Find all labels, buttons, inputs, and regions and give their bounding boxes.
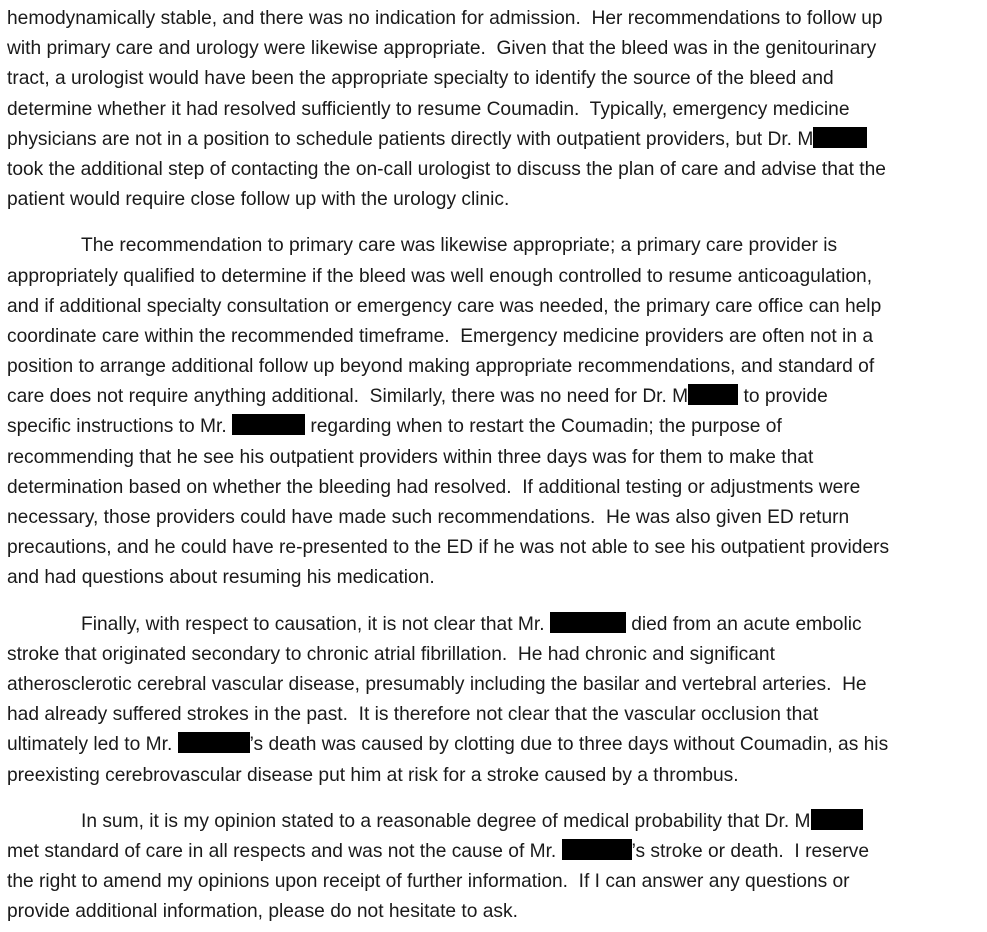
text-segment: In sum, it is my opinion stated to a reasonable degree of medical probability that Dr. M bbox=[81, 810, 811, 832]
text-segment: care does not require anything additional. Similarly, there was no need for Dr. M bbox=[7, 386, 689, 408]
text-line: determination based on whether the bleeding had resolved. If additional testing or adjustments were bbox=[7, 476, 861, 498]
text-line: and had questions about resuming his medication. bbox=[7, 567, 435, 589]
text-line: coordinate care within the recommended timeframe. Emergency medicine providers are often not in a bbox=[7, 325, 873, 347]
text-line: determine whether it had resolved sufficiently to resume Coumadin. Typically, emergency medicine bbox=[7, 98, 850, 120]
text-line bbox=[7, 125, 983, 155]
text-segment: ’s stroke or death. I reserve bbox=[631, 840, 870, 862]
text-segment: to provide bbox=[738, 386, 828, 408]
text-line bbox=[7, 730, 983, 760]
paragraph-spacer bbox=[7, 594, 983, 610]
document-page bbox=[7, 4, 983, 927]
text-line: position to arrange additional follow up beyond making appropriate recommendations, and standard of bbox=[7, 356, 875, 378]
text-segment: physicians are not in a position to schedule patients directly with outpatient providers, but Dr. M bbox=[7, 128, 814, 150]
paragraph-4 bbox=[7, 807, 983, 928]
text-line: patient would require close follow up with the urology clinic. bbox=[7, 189, 510, 211]
text-line: tract, a urologist would have been the appropriate specialty to identify the source of the bleed and bbox=[7, 68, 834, 90]
text-segment: met standard of care in all respects and was not the cause of Mr. bbox=[7, 840, 562, 862]
text-line: the right to amend my opinions upon receipt of further information. If I can answer any questions or bbox=[7, 871, 850, 893]
text-line: had already suffered strokes in the past. It is therefore not clear that the vascular occlusion that bbox=[7, 704, 819, 726]
redaction-bar bbox=[178, 732, 250, 753]
text-line: stroke that originated secondary to chronic atrial fibrillation. He had chronic and significant bbox=[7, 643, 775, 665]
text-segment: regarding when to restart the Coumadin; the purpose of bbox=[305, 416, 782, 438]
text-line: and if additional specialty consultation or emergency care was needed, the primary care office can help bbox=[7, 295, 882, 317]
text-segment: ’s death was caused by clotting due to three days without Coumadin, as his bbox=[249, 734, 889, 756]
text-line bbox=[7, 837, 983, 867]
text-segment: specific instructions to Mr. bbox=[7, 416, 232, 438]
paragraph-spacer bbox=[7, 791, 983, 807]
paragraph-spacer bbox=[7, 215, 983, 231]
text-line bbox=[7, 807, 983, 837]
redaction-bar bbox=[232, 414, 305, 435]
text-segment: ultimately led to Mr. bbox=[7, 734, 178, 756]
text-line: precautions, and he could have re-presented to the ED if he was not able to see his outpatient providers bbox=[7, 537, 890, 559]
text-line: necessary, those providers could have made such recommendations. He was also given ED return bbox=[7, 507, 850, 528]
text-line bbox=[7, 610, 983, 640]
paragraph-2 bbox=[7, 231, 983, 593]
text-line: atherosclerotic cerebral vascular disease, presumably including the basilar and vertebral arteries. He bbox=[7, 673, 867, 695]
text-line bbox=[7, 412, 983, 442]
text-segment: Finally, with respect to causation, it is not clear that Mr. bbox=[81, 613, 550, 635]
paragraph-1 bbox=[7, 4, 983, 215]
redaction-bar bbox=[813, 127, 867, 148]
text-line: took the additional step of contacting the on-call urologist to discuss the plan of care and advise that the bbox=[7, 158, 886, 180]
redaction-bar bbox=[550, 612, 626, 633]
text-line: preexisting cerebrovascular disease put him at risk for a stroke caused by a thrombus. bbox=[7, 764, 739, 786]
text-line bbox=[7, 382, 983, 412]
text-line: hemodynamically stable, and there was no indication for admission. Her recommendations to follow up bbox=[7, 8, 883, 29]
paragraph-3 bbox=[7, 610, 983, 791]
redaction-bar bbox=[688, 384, 738, 405]
text-line: appropriately qualified to determine if the bleed was well enough controlled to resume anticoagulation, bbox=[7, 265, 873, 287]
redaction-bar bbox=[811, 809, 863, 830]
text-line: provide additional information, please do not hesitate to ask. bbox=[7, 901, 518, 923]
text-segment: died from an acute embolic bbox=[625, 613, 862, 635]
text-line: with primary care and urology were likewise appropriate. Given that the bleed was in the genitourinary bbox=[7, 38, 877, 60]
text-line: The recommendation to primary care was likewise appropriate; a primary care provider is bbox=[81, 235, 838, 257]
text-line: recommending that he see his outpatient providers within three days was for them to make that bbox=[7, 446, 814, 468]
redaction-bar bbox=[562, 839, 632, 860]
